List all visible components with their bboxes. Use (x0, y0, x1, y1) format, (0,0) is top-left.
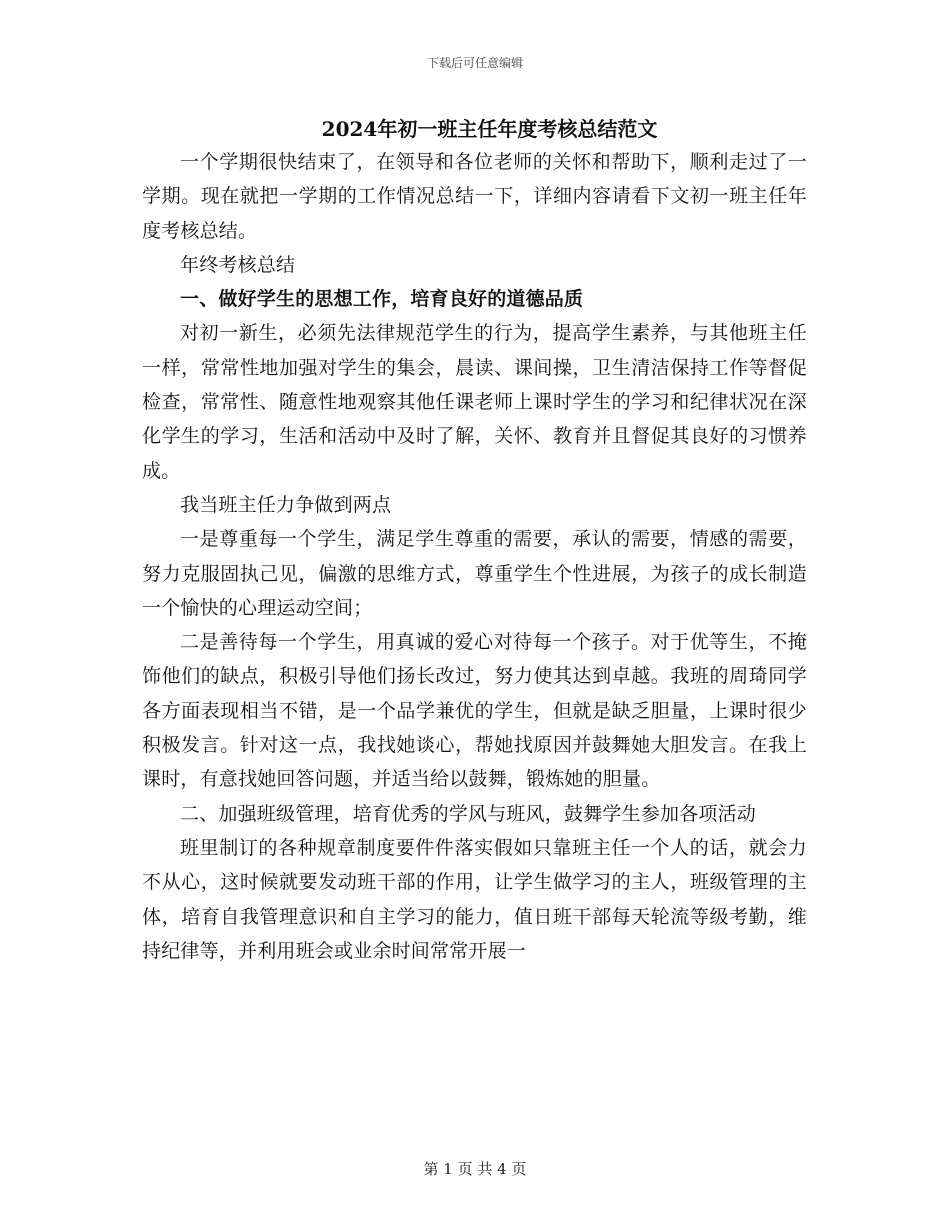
paragraph-point-one: 一是尊重每一个学生，满足学生尊重的需要，承认的需要，情感的需要，努力克服固执己见，偏激的思维方式，尊重学生个性进展，为孩子的成长制造一个愉快的心理运动空间； (142, 528, 807, 619)
paragraph-section1: 对初一新生，必须先法律规范学生的行为，提高学生素养，与其他班主任一样，常常性地加强对学生的集会，晨读、课间操，卫生清洁保持工作等督促检查，常常性、随意性地观察其他任课老师上课时学生的学习和纪律状况在深化学生的学习，生活和活动中及时了解，关怀、教育并且督促其良好的习惯养成。 (142, 322, 807, 482)
page-number: 第 1 页 共 4 页 (423, 1160, 527, 1178)
section-heading-1: 一、做好学生的思想工作，培育良好的道德品质 (180, 288, 584, 311)
paragraph-point-two: 二是善待每一个学生，用真诚的爱心对待每一个孩子。对于优等生，不掩饰他们的缺点，积极引导他们扬长改过，努力使其达到卓越。我班的周琦同学各方面表现相当不错，是一个品学兼优的学生，但就是缺乏胆量，上课时很少积极发言。针对这一点，我找她谈心，帮她找原因并鼓舞她大胆发言。在我上课时，有意找她回答问题，并适当给以鼓舞，锻炼她的胆量。 (142, 631, 807, 791)
paragraph-two-points: 我当班主任力争做到两点 (180, 493, 392, 516)
document-title: 2024年初一班主任年度考核总结范文 (321, 117, 658, 141)
document-body (142, 113, 807, 968)
paragraph-subheading: 年终考核总结 (180, 253, 296, 276)
page-header-note: 下载后可任意编辑 (426, 56, 523, 70)
paragraph-section2: 班里制订的各种规章制度要件件落实假如只靠班主任一个人的话，就会力不从心，这时候就要发动班干部的作用，让学生做学习的主人，班级管理的主体，培育自我管理意识和自主学习的能力，值日班干部每天轮流等级考勤，维持纪律等，并利用班会或业余时间常常开展一 (142, 836, 807, 962)
section-heading-2: 二、加强班级管理，培育优秀的学风与班风，鼓舞学生参加各项活动 (180, 802, 757, 825)
paragraph-intro: 一个学期很快结束了，在领导和各位老师的关怀和帮助下，顺利走过了一学期。现在就把一学期的工作情况总结一下，详细内容请看下文初一班主任年度考核总结。 (142, 151, 807, 242)
